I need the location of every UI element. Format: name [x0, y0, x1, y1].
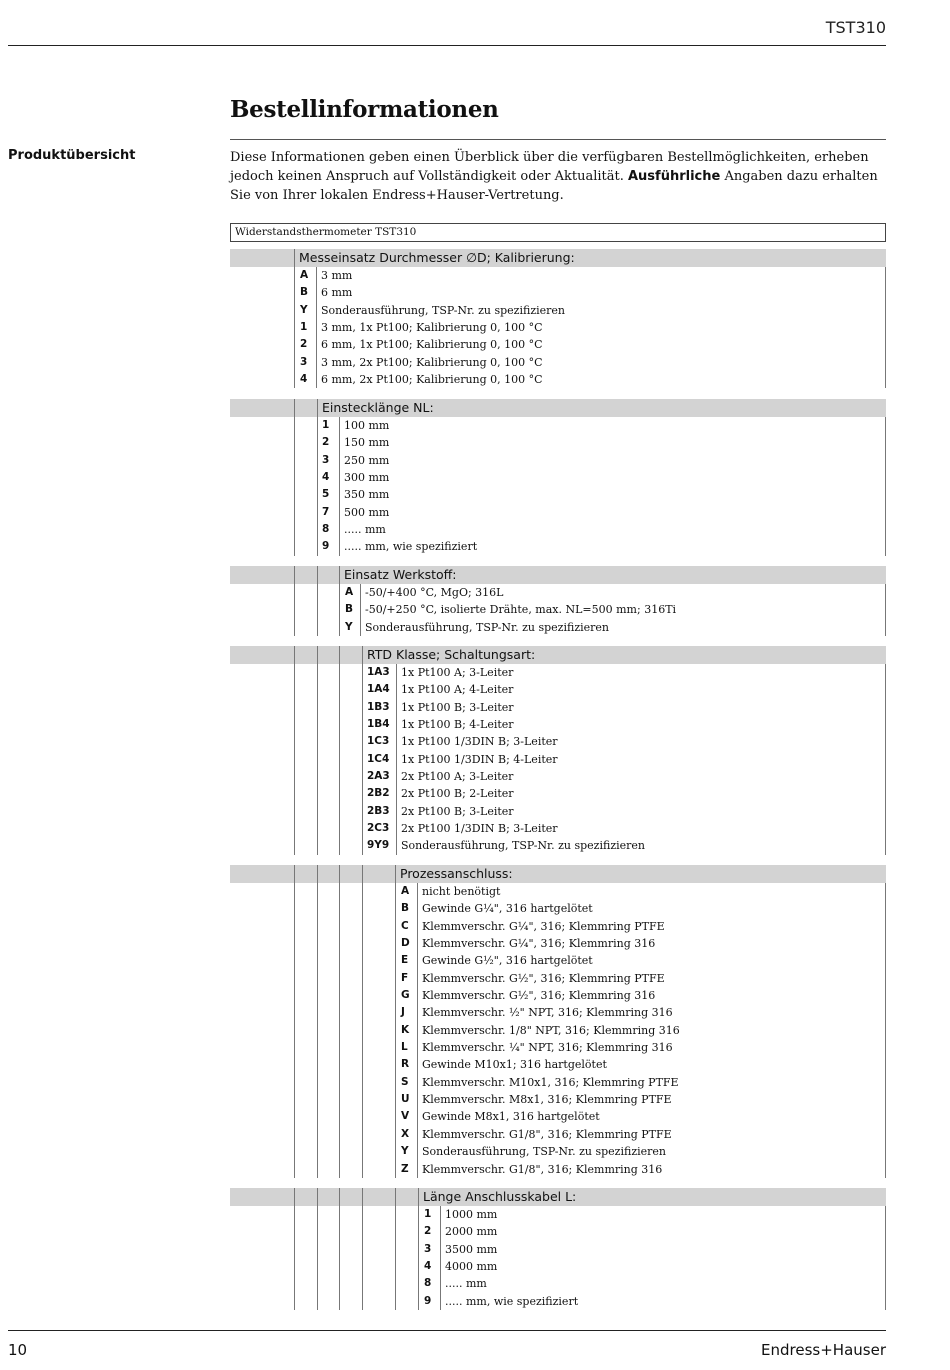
option-description: nicht benötigt [422, 885, 501, 898]
option-code: 1 [322, 419, 330, 431]
option-row [230, 584, 886, 601]
option-row [230, 918, 886, 935]
option-row [230, 354, 886, 371]
option-description: ..... mm [445, 1277, 487, 1291]
column-guide [362, 865, 363, 883]
column-guide [317, 865, 318, 883]
option-code: 1A4 [367, 683, 390, 696]
side-label: Produktübersicht [8, 148, 136, 163]
option-description: Sonderausführung, TSP-Nr. zu spezifizieren [422, 1145, 666, 1159]
option-description: -50/+400 °C, MgO; 316L [365, 586, 504, 599]
option-code: A [401, 885, 410, 897]
option-row [230, 1275, 886, 1292]
option-description: 6 mm, 2x Pt100; Kalibrierung 0, 100 °C [321, 373, 543, 387]
column-guide [362, 1188, 363, 1206]
order-section [230, 865, 886, 1178]
option-description: 1x Pt100 A; 4-Leiter [401, 683, 514, 697]
option-description: 500 mm [344, 505, 390, 519]
option-code: U [401, 1093, 410, 1106]
option-description: Sonderausführung, TSP-Nr. zu spezifizieren [365, 620, 609, 634]
order-section [230, 566, 886, 636]
option-code: 9 [322, 540, 330, 553]
column-guide [395, 1188, 396, 1206]
option-description: Gewinde G¼", 316 hartgelötet [422, 902, 593, 916]
option-description: 1x Pt100 B; 3-Leiter [401, 700, 514, 714]
option-row [230, 521, 886, 538]
option-row [230, 1022, 886, 1039]
option-row [230, 267, 886, 284]
option-description: 1000 mm [445, 1208, 498, 1221]
option-description: Klemmverschr. 1/8" NPT, 316; Klemmring 316 [422, 1023, 680, 1037]
option-code: 1C3 [367, 735, 390, 748]
intro-text-2: Angaben dazu erhalten Sie von Ihrer lokalen Endress+Hauser-Vertretung. [230, 169, 878, 203]
option-row [230, 803, 886, 820]
option-row [230, 417, 886, 434]
option-row [230, 1206, 886, 1223]
option-description: Sonderausführung, TSP-Nr. zu spezifizieren [401, 839, 645, 853]
section-header [230, 646, 886, 664]
option-code: 3 [322, 453, 330, 466]
option-row [230, 1074, 886, 1091]
option-description: 2x Pt100 B; 3-Leiter [401, 804, 514, 818]
option-description: -50/+250 °C, isolierte Drähte, max. NL=500 mm; 316Ti [365, 603, 677, 617]
order-section [230, 399, 886, 556]
option-row [230, 1223, 886, 1240]
option-description: 1x Pt100 1/3DIN B; 4-Leiter [401, 752, 558, 766]
option-row [230, 302, 886, 319]
option-description: 2x Pt100 A; 3-Leiter [401, 770, 514, 784]
option-code: 2B2 [367, 787, 390, 800]
option-row [230, 538, 886, 555]
option-code: A [345, 586, 354, 598]
column-guide [294, 1188, 295, 1206]
option-description: Klemmverschr. G¼", 316; Klemmring PTFE [422, 919, 665, 933]
column-guide [317, 566, 318, 584]
option-code: E [401, 954, 409, 967]
title-rule [230, 139, 886, 140]
document-id: TST310 [825, 18, 886, 37]
option-row [230, 1143, 886, 1160]
option-row [230, 1126, 886, 1143]
column-guide [294, 249, 295, 267]
order-section [230, 249, 886, 388]
column-guide [294, 566, 295, 584]
option-row [230, 751, 886, 768]
option-code: 1C4 [367, 752, 390, 765]
option-code: 1A3 [367, 666, 390, 678]
option-row [230, 1258, 886, 1275]
option-description: 1x Pt100 B; 4-Leiter [401, 718, 514, 732]
section-body [230, 883, 886, 1178]
header-rule [8, 45, 886, 46]
section-title: Einstecklänge NL: [322, 400, 434, 415]
option-description: Klemmverschr. M8x1, 316; Klemmring PTFE [422, 1093, 672, 1107]
option-description: 1x Pt100 A; 3-Leiter [401, 666, 514, 679]
option-description: Gewinde M10x1; 316 hartgelötet [422, 1058, 607, 1072]
option-description: Klemmverschr. M10x1, 316; Klemmring PTFE [422, 1075, 679, 1089]
option-row [230, 284, 886, 301]
option-description: Gewinde G½", 316 hartgelötet [422, 954, 593, 968]
option-code: L [401, 1041, 408, 1054]
option-description: 1x Pt100 1/3DIN B; 3-Leiter [401, 735, 558, 749]
option-code: 4 [300, 373, 308, 386]
option-description: Klemmverschr. ¼" NPT, 316; Klemmring 316 [422, 1041, 673, 1055]
option-code: Y [300, 303, 308, 316]
option-description: 150 mm [344, 436, 390, 450]
order-section [230, 646, 886, 855]
option-code: 2A3 [367, 770, 390, 783]
option-description: ..... mm [344, 523, 386, 537]
product-title: Widerstandsthermometer TST310 [235, 226, 417, 238]
column-guide [339, 566, 340, 584]
option-code: X [401, 1127, 410, 1140]
option-code: 3 [424, 1242, 432, 1255]
option-description: ..... mm, wie spezifiziert [445, 1294, 579, 1308]
option-row [230, 371, 886, 388]
column-guide [362, 646, 363, 664]
order-section [230, 1188, 886, 1310]
option-code: 2C3 [367, 822, 390, 835]
option-description: Klemmverschr. G½", 316; Klemmring PTFE [422, 971, 665, 985]
page-number: 10 [8, 1341, 28, 1359]
column-guide [339, 865, 340, 883]
column-guide [294, 399, 295, 417]
option-row [230, 1241, 886, 1258]
option-code: 5 [322, 488, 330, 501]
option-code: 3 [300, 355, 308, 368]
option-description: 3 mm, 1x Pt100; Kalibrierung 0, 100 °C [321, 321, 543, 335]
column-guide [418, 1188, 419, 1206]
option-row [230, 733, 886, 750]
option-code: 1 [424, 1208, 432, 1220]
option-row [230, 1091, 886, 1108]
section-body [230, 1206, 886, 1310]
section-title: RTD Klasse; Schaltungsart: [367, 647, 536, 662]
option-row [230, 1161, 886, 1178]
option-row [230, 619, 886, 636]
option-code: F [401, 971, 409, 984]
option-description: Klemmverschr. G¼", 316; Klemmring 316 [422, 937, 656, 951]
brand-name: Endress+Hauser [761, 1341, 886, 1359]
section-title: Einsatz Werkstoff: [344, 567, 457, 582]
option-row [230, 699, 886, 716]
column-guide [294, 865, 295, 883]
option-code: D [401, 937, 410, 950]
option-row [230, 1056, 886, 1073]
option-code: B [300, 286, 309, 299]
option-code: 4 [424, 1260, 432, 1273]
column-guide [339, 646, 340, 664]
intro-text-bold: Ausführliche [627, 169, 721, 184]
column-guide [339, 1188, 340, 1206]
option-description: 6 mm [321, 286, 353, 300]
option-code: 4 [322, 471, 330, 484]
intro-text-1: Diese Informationen geben einen Überblick über die verfügbaren Bestellmöglichkeiten, erheben jedoch keinen Anspruch auf Vollständigkeit oder Aktualität. [230, 150, 869, 184]
option-code: 9Y9 [367, 839, 390, 852]
option-row [230, 1108, 886, 1125]
option-description: 100 mm [344, 419, 390, 432]
column-guide [317, 1188, 318, 1206]
option-row [230, 469, 886, 486]
column-guide [317, 646, 318, 664]
option-code: 7 [322, 505, 330, 518]
option-row [230, 1293, 886, 1310]
page-title: Bestellinformationen [230, 96, 499, 123]
section-header [230, 566, 886, 584]
option-code: Y [401, 1145, 409, 1158]
option-description: Klemmverschr. G1/8", 316; Klemmring 316 [422, 1162, 663, 1176]
column-guide [294, 646, 295, 664]
option-code: 9 [424, 1294, 432, 1307]
option-row [230, 820, 886, 837]
option-code: R [401, 1058, 410, 1071]
option-row [230, 1039, 886, 1056]
option-code: 2 [424, 1225, 432, 1238]
column-guide [317, 399, 318, 417]
section-body [230, 664, 886, 855]
option-row [230, 935, 886, 952]
option-code: Z [401, 1162, 409, 1175]
intro-paragraph [230, 148, 886, 205]
option-description: 3 mm, 2x Pt100; Kalibrierung 0, 100 °C [321, 355, 543, 369]
section-header [230, 249, 886, 267]
option-description: Klemmverschr. G1/8", 316; Klemmring PTFE [422, 1127, 672, 1141]
section-body [230, 584, 886, 636]
footer-rule [8, 1330, 886, 1331]
option-code: 2 [322, 436, 330, 449]
section-title: Prozessanschluss: [400, 866, 513, 881]
option-row [230, 336, 886, 353]
section-header [230, 399, 886, 417]
option-code: C [401, 919, 409, 932]
option-description: 350 mm [344, 488, 390, 502]
option-code: 8 [322, 523, 330, 536]
option-row [230, 952, 886, 969]
option-row [230, 883, 886, 900]
column-guide [395, 865, 396, 883]
option-row [230, 452, 886, 469]
option-code: A [300, 269, 309, 281]
option-description: 250 mm [344, 453, 390, 467]
option-row [230, 681, 886, 698]
option-code: Y [345, 620, 353, 633]
option-description: Klemmverschr. ½" NPT, 316; Klemmring 316 [422, 1006, 673, 1020]
option-row [230, 900, 886, 917]
option-description: Gewinde M8x1, 316 hartgelötet [422, 1110, 600, 1124]
option-code: K [401, 1023, 410, 1036]
option-code: B [401, 902, 410, 915]
option-description: 3500 mm [445, 1242, 498, 1256]
option-row [230, 837, 886, 854]
option-row [230, 601, 886, 618]
option-row [230, 319, 886, 336]
option-description: 2x Pt100 1/3DIN B; 3-Leiter [401, 822, 558, 836]
option-row [230, 785, 886, 802]
option-description: 300 mm [344, 471, 390, 485]
option-row [230, 987, 886, 1004]
option-code: G [401, 989, 410, 1002]
option-code: S [401, 1075, 409, 1088]
option-code: B [345, 603, 354, 616]
option-description: 3 mm [321, 269, 353, 282]
option-description: Klemmverschr. G½", 316; Klemmring 316 [422, 989, 656, 1003]
option-description: 4000 mm [445, 1260, 498, 1274]
section-header [230, 865, 886, 883]
option-code: 8 [424, 1277, 432, 1290]
option-row [230, 768, 886, 785]
option-code: 1B4 [367, 718, 390, 731]
product-title-box [230, 223, 886, 242]
option-row [230, 434, 886, 451]
option-code: 1B3 [367, 700, 390, 713]
option-description: ..... mm, wie spezifiziert [344, 540, 478, 554]
option-row [230, 1004, 886, 1021]
option-code: 2B3 [367, 804, 390, 817]
option-code: 1 [300, 321, 308, 334]
option-row [230, 504, 886, 521]
option-row [230, 716, 886, 733]
option-description: Sonderausführung, TSP-Nr. zu spezifizieren [321, 303, 565, 317]
option-row [230, 664, 886, 681]
section-body [230, 267, 886, 388]
option-code: V [401, 1110, 410, 1123]
option-row [230, 970, 886, 987]
section-title: Messeinsatz Durchmesser ∅D; Kalibrierung: [299, 250, 575, 265]
section-body [230, 417, 886, 556]
option-description: 2x Pt100 B; 2-Leiter [401, 787, 514, 801]
option-code: J [401, 1006, 405, 1019]
option-code: 2 [300, 338, 308, 351]
section-title: Länge Anschlusskabel L: [423, 1189, 577, 1204]
section-header [230, 1188, 886, 1206]
option-row [230, 486, 886, 503]
option-description: 2000 mm [445, 1225, 498, 1239]
option-description: 6 mm, 1x Pt100; Kalibrierung 0, 100 °C [321, 338, 543, 352]
